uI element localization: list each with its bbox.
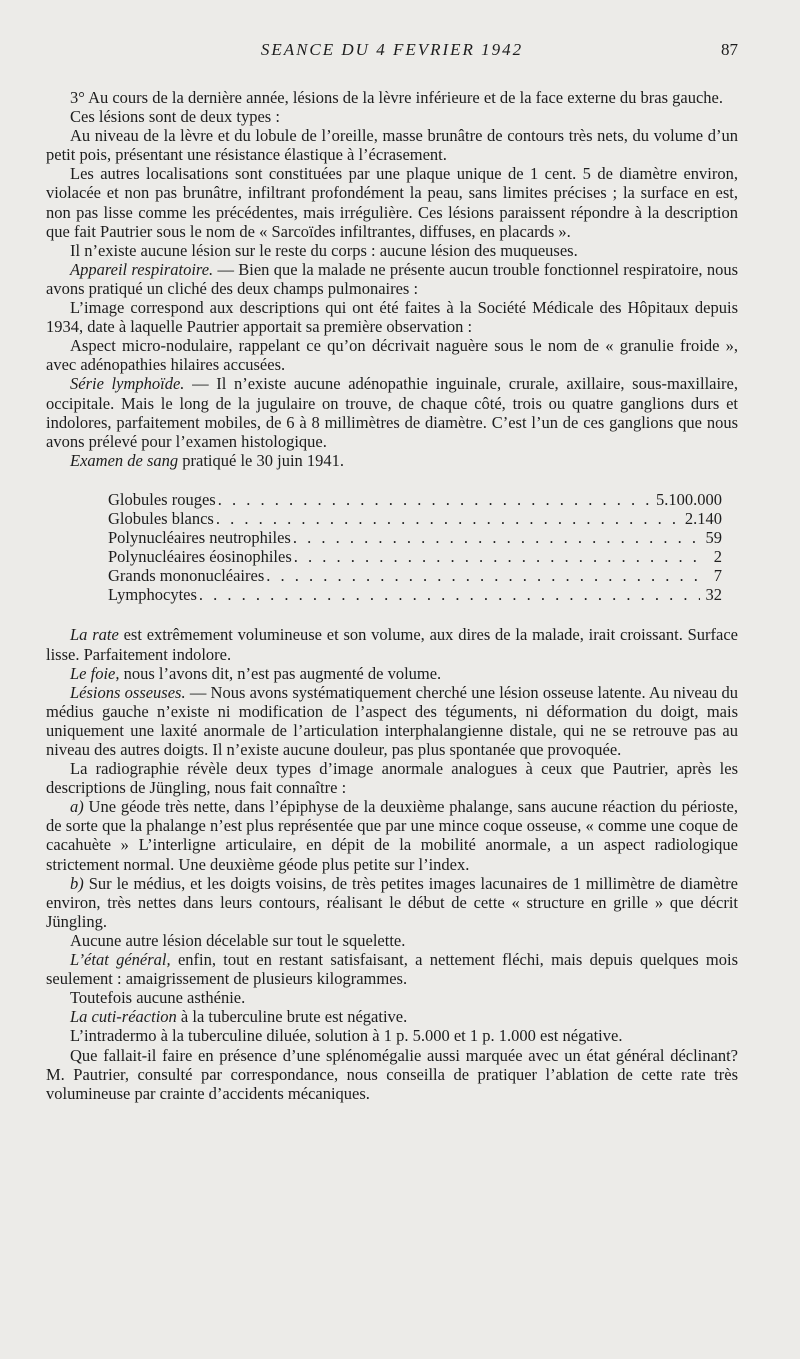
section-heading: Appareil respiratoire.: [70, 259, 214, 279]
paragraph: [46, 664, 738, 683]
paragraph: Ces lésions sont de deux types :: [70, 107, 280, 127]
row-label: Globules blancs: [108, 508, 214, 528]
paragraph-text: enfin, tout en restant satisfaisant, a nettement fléchi, mais depuis quelques mois seulement : amaigrissement de plusieurs kilogrammes.: [46, 950, 739, 989]
row-label: Polynucléaires neutrophiles: [108, 528, 291, 548]
paragraph: L’image correspond aux descriptions qui ont été faites à la Société Médicale des Hôpitaux depuis 1934, date à laquelle Pautrier apportait sa première observation :: [46, 298, 738, 337]
paragraph: [46, 625, 738, 663]
table-row: [108, 509, 722, 528]
paragraph: Au niveau de la lèvre et du lobule de l’oreille, masse brunâtre de contours très nets, du volume d’un petit pois, présentant une résistance élastique à l’écrasement.: [46, 126, 738, 165]
paragraph: [46, 260, 738, 298]
leader-dots: [293, 528, 700, 547]
section-heading: Examen de sang: [70, 450, 179, 470]
row-value: 2: [713, 547, 722, 567]
leader-dots: [294, 547, 708, 566]
section-heading: La rate: [70, 625, 119, 645]
paragraph-text: Une géode très nette, dans l’épiphyse de la deuxième phalange, sans aucune réaction du périoste, de sorte que la phalange n’est plus représentée que par une mince coque osseuse, « comme une coque de cacahuète » L’interligne articulaire, en dépit de la mobilité anormale, a un aspect radiologique strictement normal. Une deuxième géode plus petite sur l’index.: [46, 797, 738, 874]
paragraph: [46, 874, 738, 931]
section-heading: La cuti-réaction: [70, 1007, 177, 1027]
paragraph: Toutefois aucune asthénie.: [70, 988, 246, 1008]
table-row: [108, 490, 722, 509]
paragraph-text: nous l’avons dit, n’est pas augmenté de volume.: [119, 663, 442, 683]
row-label: Polynucléaires éosinophiles: [108, 547, 292, 567]
paragraph: [46, 374, 738, 450]
row-label: Grands mononucléaires: [108, 566, 265, 586]
paragraph: [46, 950, 738, 988]
running-header: [46, 40, 738, 64]
paragraph: Les autres localisations sont constituées par une plaque unique de 1 cent. 5 de diamètre environ, violacée et non pas brunâtre, infiltrant profondément la peau, sans limites précises ; la surface en est, non pas lisse comme les précédentes, mais irrégulière. Ces lésions paraissent répondre à la description que fait Pautrier sous le nom de « Sarcoïdes infiltrantes, diffuses, en placards ».: [46, 164, 738, 241]
paragraph-text: — Bien que la malade ne présente aucun trouble fonctionnel respiratoire, nous avons pratiqué un cliché des deux champs pulmonaires :: [46, 259, 738, 298]
row-label: Lymphocytes: [108, 585, 197, 605]
section-heading: Le foie,: [70, 663, 120, 683]
paragraph-text: — Nous avons systématiquement cherché une lésion osseuse latente. Au niveau du médius gauche n’existe ni modification de l’aspect des téguments, ni déformation du doigt, mais uniquement une laxité anormale de l’articulation interphalangienne distale, qui ne se retrouve pas au niveau des autres doigts. Il n’existe aucune douleur, pas plus spontanée que provoquée.: [46, 682, 738, 759]
table-row: [108, 585, 722, 604]
paragraph-text: pratiqué le 30 juin 1941.: [178, 450, 345, 470]
section-heading: L’état général,: [70, 950, 171, 970]
blood-count-table: [108, 490, 722, 605]
paragraph: 3° Au cours de la dernière année, lésions de la lèvre inférieure et de la face externe du bras gauche.: [70, 88, 723, 107]
article-body: [46, 88, 738, 1103]
row-value: 7: [713, 566, 722, 586]
table-row: [108, 566, 722, 585]
list-marker: b): [70, 873, 84, 893]
table-row: [108, 547, 722, 566]
paragraph-text: — Il n’existe aucune adénopathie inguinale, crurale, axillaire, sous-maxillaire, occipitale. Mais le long de la jugulaire on trouve, de chaque côté, trois ou quatre ganglions durs et indolores, parfaitement mobiles, de 6 à 8 millimètres de diamètre. C’est l’un de ces ganglions que nous avons prélevé pour l’examen histologique.: [46, 374, 738, 451]
running-title: SEANCE DU 4 FEVRIER 1942: [260, 40, 524, 59]
leader-dots: [218, 490, 650, 509]
row-label: Globules rouges: [108, 489, 216, 509]
leader-dots: [199, 585, 700, 604]
paragraph-text: à la tuberculine brute est négative.: [176, 1007, 408, 1027]
paragraph: La radiographie révèle deux types d’image anormale analogues à ceux que Pautrier, après les descriptions de Jüngling, nous fait connaître :: [46, 759, 738, 798]
leader-dots: [266, 566, 708, 585]
row-value: 59: [705, 528, 722, 548]
paragraph: [46, 797, 738, 873]
page-number: 87: [721, 40, 738, 59]
paragraph: [46, 683, 738, 759]
section-heading: Lésions osseuses.: [70, 682, 186, 702]
paragraph-text: Sur le médius, et les doigts voisins, de très petites images lacunaires de 1 millimètre de diamètre environ, très nettes dans leurs contours, réalisant le début de cette « structure en grille » que décrit Jüngling.: [46, 873, 738, 931]
paragraph: Que fallait-il faire en présence d’une splénomégalie aussi marquée avec un état général déclinant? M. Pautrier, consulté par correspondance, nous conseilla de pratiquer l’ablation de cette rate très volumineuse par crainte d’accidents mécaniques.: [46, 1045, 738, 1103]
section-heading: Série lymphoïde.: [70, 374, 185, 394]
row-value: 2.140: [684, 508, 722, 528]
paragraph: L’intradermo à la tuberculine diluée, solution à 1 p. 5.000 et 1 p. 1.000 est négative.: [70, 1026, 623, 1046]
paragraph: [46, 1007, 738, 1026]
row-value: 5.100.000: [656, 489, 722, 509]
list-marker: a): [70, 797, 84, 817]
leader-dots: [216, 509, 679, 528]
paragraph-text: est extrêmement volumineuse et son volume, aux dires de la malade, irait croissant. Surface lisse. Parfaitement indolore.: [46, 625, 738, 664]
paragraph: Aspect micro-nodulaire, rappelant ce qu’on décrivait naguère sous le nom de « granulie froide », avec adénopathies hilaires accusées.: [46, 336, 738, 375]
table-row: [108, 528, 722, 547]
row-value: 32: [705, 585, 722, 605]
paragraph: Aucune autre lésion décelable sur tout le squelette.: [70, 930, 406, 950]
paragraph: [46, 451, 738, 470]
paragraph: Il n’existe aucune lésion sur le reste du corps : aucune lésion des muqueuses.: [70, 240, 578, 260]
